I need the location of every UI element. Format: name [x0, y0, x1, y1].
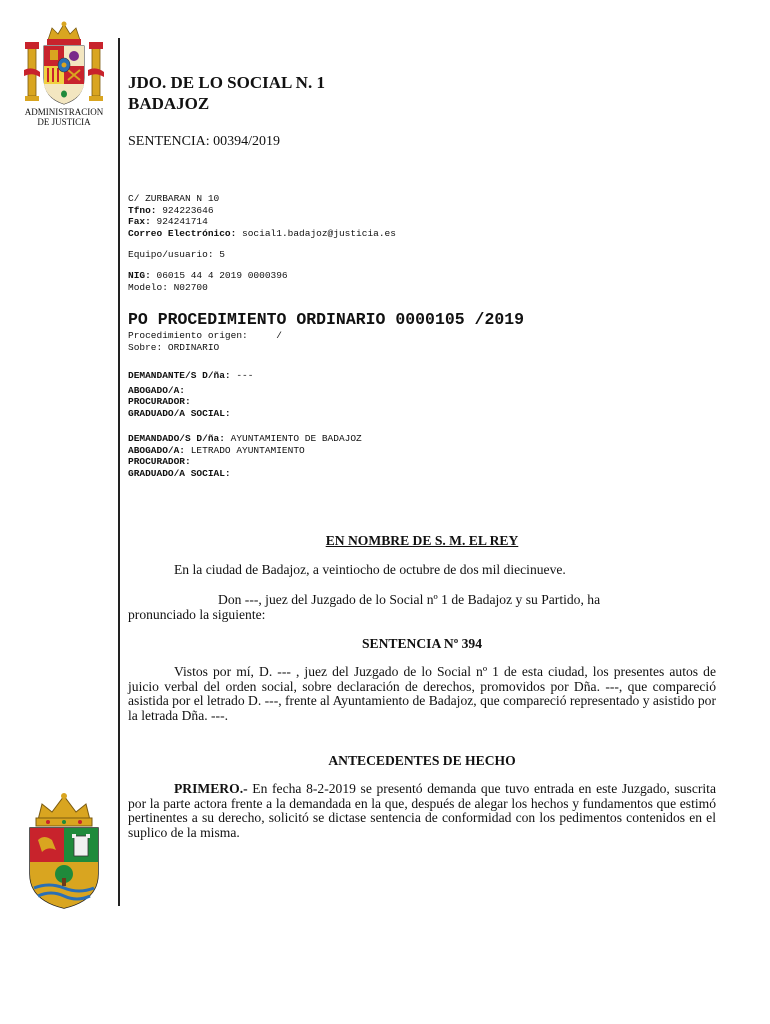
- contact-block: [128, 193, 396, 239]
- demandado-abogado: ABOGADO/A: LETRADO AYUNTAMIENTO: [128, 444, 305, 456]
- extremadura-coat-of-arms-icon: [24, 790, 104, 912]
- demandante-abogado: ABOGADO/A:: [128, 384, 186, 396]
- para-don-line1: Don ---, juez del Juzgado de lo Social nº 1 de Badajoz y su Partido, ha: [218, 592, 601, 607]
- demandante-line: [128, 370, 253, 382]
- demandado-line: [128, 433, 362, 445]
- phone-line: [128, 205, 396, 217]
- procedure-origin: Procedimiento origen: /: [128, 330, 282, 341]
- demandante-label: DEMANDANTE/S D/ña:: [128, 370, 231, 381]
- demandante-block: [128, 370, 253, 419]
- court-name: [128, 72, 325, 114]
- rey-heading: EN NOMBRE DE S. M. EL REY: [325, 533, 519, 548]
- antecedentes-heading: ANTECEDENTES DE HECHO: [328, 753, 516, 768]
- sentencia-reference: SENTENCIA: 00394/2019: [128, 134, 281, 149]
- fax-line: [128, 216, 396, 228]
- equipo-usuario: Equipo/usuario: 5: [128, 249, 225, 260]
- primero-label: PRIMERO.-: [174, 781, 248, 796]
- nig-block: [128, 270, 288, 293]
- crest-label-line2: DE JUSTICIA: [37, 117, 91, 127]
- court-line1: JDO. DE LO SOCIAL N. 1: [128, 73, 325, 92]
- email-label: Correo Electrónico:: [128, 227, 237, 239]
- spain-coat-of-arms-icon: [20, 20, 108, 108]
- tfno-value: 924223646: [162, 204, 214, 216]
- procedure-sobre: Sobre: ORDINARIO: [128, 341, 220, 353]
- address: C/ ZURBARAN N 10: [128, 193, 220, 204]
- fax-value: 924241714: [156, 216, 208, 227]
- vertical-divider: [118, 38, 120, 906]
- nig-line: [128, 270, 288, 282]
- para-ciudad: En la ciudad de Badajoz, a veintiocho de octubre de dos mil diecinueve.: [174, 562, 566, 577]
- court-line2: BADAJOZ: [128, 94, 210, 113]
- email-value: social1.badajoz@justicia.es: [242, 227, 396, 239]
- crest-label: [20, 107, 108, 127]
- demandado-label: DEMANDADO/S D/ña:: [128, 433, 225, 444]
- primero-text: En fecha 8-2-2019 se presentó demanda que tuvo entrada en este Juzgado, suscrita por la parte actora frente a la demandada en la que, después de alegar los hechos y fundamentos que estimó pertinentes a su derecho, solicitó se dictase sentencia de conformidad con los pedimentos contenidos en el suplico de la misma.: [128, 781, 716, 840]
- tfno-label: Tfno:: [128, 204, 157, 216]
- fax-label: Fax:: [128, 216, 151, 227]
- nig-label: NIG:: [128, 270, 151, 281]
- demandante-procurador: PROCURADOR:: [128, 396, 191, 407]
- demandante-graduado: GRADUADO/A SOCIAL:: [128, 407, 231, 419]
- para-don: [128, 593, 716, 622]
- demandado-block: [128, 433, 362, 479]
- procedure-details: [128, 330, 282, 353]
- sentencia-heading: SENTENCIA Nº 394: [361, 636, 483, 651]
- demandado-procurador: PROCURADOR:: [128, 456, 191, 467]
- para-vistos: Vistos por mí, D. --- , juez del Juzgado de lo Social nº 1 de esta ciudad, los presentes autos de juicio verbal del orden social, sobre declaración de derechos, promovidos por Dña. ---, que compareció asistida por el letrado D. ---, frente al Ayuntamiento de Badajoz, que compareció representado y asistido por la letrada Dña. ---.: [128, 664, 716, 723]
- demandado-value: AYUNTAMIENTO DE BADAJOZ: [230, 433, 362, 444]
- crest-label-line1: ADMINISTRACION: [24, 107, 104, 117]
- para-don-line2: pronunciado la siguiente:: [128, 606, 266, 622]
- para-primero: [128, 782, 716, 840]
- demandante-value: ---: [236, 370, 254, 381]
- procedure-title: PO PROCEDIMIENTO ORDINARIO 0000105 /2019: [128, 310, 525, 329]
- nig-value: 06015 44 4 2019 0000396: [156, 270, 288, 281]
- email-line: [128, 228, 396, 240]
- modelo: Modelo: N02700: [128, 281, 208, 293]
- demandado-abogado-value: LETRADO AYUNTAMIENTO: [190, 444, 305, 456]
- demandado-graduado: GRADUADO/A SOCIAL:: [128, 467, 231, 479]
